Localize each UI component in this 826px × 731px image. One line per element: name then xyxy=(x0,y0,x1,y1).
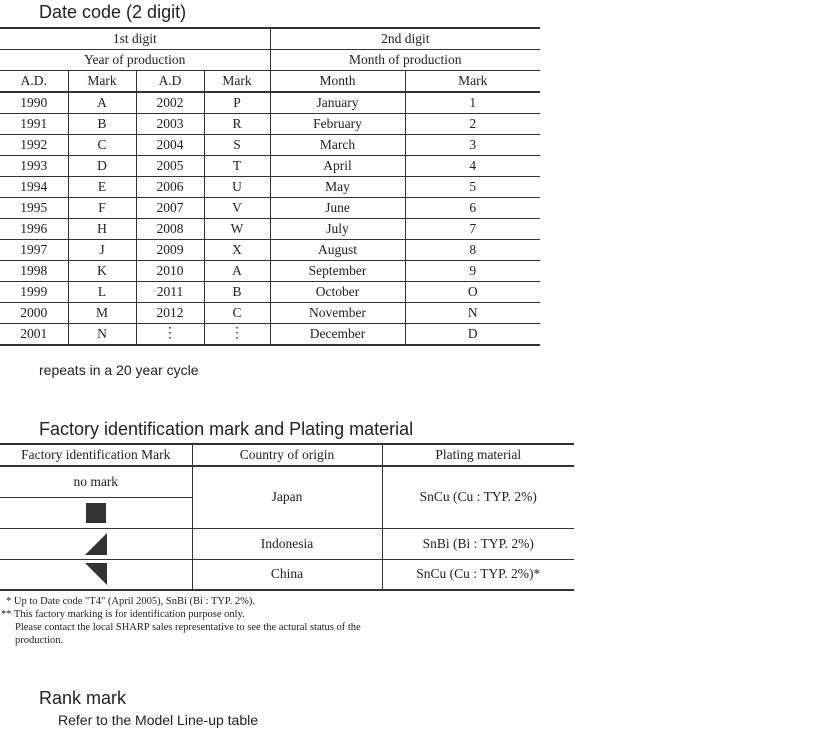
cell-mark2: T xyxy=(204,156,270,177)
second-digit-header: 2nd digit xyxy=(270,28,540,50)
factory-title: Factory identification mark and Plating material xyxy=(39,419,414,439)
cell-month: May xyxy=(270,177,405,198)
col-plating: Plating material xyxy=(382,444,574,466)
cell-ad1: 1997 xyxy=(0,240,68,261)
cell-month: August xyxy=(270,240,405,261)
cell-mark2: ⋮ xyxy=(204,324,270,346)
footnote-3: Please contact the local SHARP sales representative to see the actural status of the xyxy=(15,622,361,633)
plating-indonesia: SnBi (Bi : TYP. 2%) xyxy=(382,528,574,559)
cell-mark2: A xyxy=(204,261,270,282)
cell-ad2: 2008 xyxy=(136,219,204,240)
footnote-2: ** This factory marking is for identification purpose only. xyxy=(1,609,245,620)
cell-mark3: 9 xyxy=(405,261,540,282)
cell-mark1: H xyxy=(68,219,136,240)
rank-mark-title: Rank mark xyxy=(39,688,127,708)
col-factory-mark: Factory identification Mark xyxy=(0,444,192,466)
first-digit-header: 1st digit xyxy=(0,28,270,50)
rank-mark-note: Refer to the Model Line-up table xyxy=(58,712,259,728)
cell-mark2: V xyxy=(204,198,270,219)
col-month: Month xyxy=(270,71,405,93)
cell-ad2: 2010 xyxy=(136,261,204,282)
cell-ad2: ⋮ xyxy=(136,324,204,346)
table-row xyxy=(0,282,540,303)
cell-month: September xyxy=(270,261,405,282)
table-row xyxy=(0,198,540,219)
cell-mark3: 7 xyxy=(405,219,540,240)
square-mark-cell xyxy=(0,497,192,528)
table-row xyxy=(0,92,540,114)
cell-mark1: J xyxy=(68,240,136,261)
cell-mark3: 5 xyxy=(405,177,540,198)
table-row xyxy=(0,303,540,324)
cell-month: June xyxy=(270,198,405,219)
cell-ad2: 2004 xyxy=(136,135,204,156)
cell-mark1: B xyxy=(68,114,136,135)
plating-japan: SnCu (Cu : TYP. 2%) xyxy=(382,466,574,528)
table-row xyxy=(0,135,540,156)
triangle-mark-cell-1 xyxy=(0,528,192,559)
col-country: Country of origin xyxy=(192,444,382,466)
footnote-4: production. xyxy=(15,635,64,646)
cell-ad1: 2000 xyxy=(0,303,68,324)
date-code-table xyxy=(0,27,540,346)
cell-mark1: L xyxy=(68,282,136,303)
cell-mark2: W xyxy=(204,219,270,240)
cell-ad1: 1992 xyxy=(0,135,68,156)
cell-ad1: 1991 xyxy=(0,114,68,135)
table-row xyxy=(0,219,540,240)
factory-table xyxy=(0,443,574,591)
col-ad-2: A.D xyxy=(136,71,204,93)
country-indonesia: Indonesia xyxy=(192,528,382,559)
cell-month: December xyxy=(270,324,405,346)
cell-mark2: R xyxy=(204,114,270,135)
table-row xyxy=(0,240,540,261)
cell-mark1: M xyxy=(68,303,136,324)
triangle-mark-cell-2 xyxy=(0,559,192,590)
plating-china: SnCu (Cu : TYP. 2%)* xyxy=(382,559,574,590)
cell-month: February xyxy=(270,114,405,135)
no-mark-cell: no mark xyxy=(0,466,192,497)
cell-ad1: 1993 xyxy=(0,156,68,177)
cell-ad1: 1998 xyxy=(0,261,68,282)
cell-month: April xyxy=(270,156,405,177)
cell-month: November xyxy=(270,303,405,324)
cell-mark3: 4 xyxy=(405,156,540,177)
cell-ad2: 2011 xyxy=(136,282,204,303)
cell-ad1: 1994 xyxy=(0,177,68,198)
cell-month: October xyxy=(270,282,405,303)
cell-ad1: 1999 xyxy=(0,282,68,303)
cycle-note: repeats in a 20 year cycle xyxy=(39,362,199,378)
cell-month: March xyxy=(270,135,405,156)
square-icon xyxy=(86,503,106,523)
footnote-1: * Up to Date code "T4" (April 2005), SnBi (Bi : TYP. 2%). xyxy=(6,596,255,607)
cell-mark1: N xyxy=(68,324,136,346)
cell-mark1: K xyxy=(68,261,136,282)
table-row xyxy=(0,156,540,177)
cell-mark3: O xyxy=(405,282,540,303)
table-row xyxy=(0,114,540,135)
cell-mark3: 8 xyxy=(405,240,540,261)
cell-ad2: 2005 xyxy=(136,156,204,177)
triangle-up-left-icon xyxy=(85,533,107,555)
cell-month: July xyxy=(270,219,405,240)
col-mark-3: Mark xyxy=(405,71,540,93)
cell-mark3: 1 xyxy=(405,92,540,114)
cell-mark1: D xyxy=(68,156,136,177)
cell-ad1: 2001 xyxy=(0,324,68,346)
cell-ad2: 2012 xyxy=(136,303,204,324)
cell-mark1: A xyxy=(68,92,136,114)
cell-ad1: 1996 xyxy=(0,219,68,240)
date-code-title: Date code (2 digit) xyxy=(39,2,187,22)
cell-mark2: C xyxy=(204,303,270,324)
country-china: China xyxy=(192,559,382,590)
cell-mark2: U xyxy=(204,177,270,198)
month-of-production-header: Month of production xyxy=(270,50,540,71)
col-mark-2: Mark xyxy=(204,71,270,93)
cell-ad2: 2009 xyxy=(136,240,204,261)
table-row xyxy=(0,324,540,346)
cell-mark2: P xyxy=(204,92,270,114)
table-row xyxy=(0,261,540,282)
year-of-production-header: Year of production xyxy=(0,50,270,71)
col-mark-1: Mark xyxy=(68,71,136,93)
cell-ad1: 1990 xyxy=(0,92,68,114)
cell-mark3: 2 xyxy=(405,114,540,135)
cell-mark3: D xyxy=(405,324,540,346)
table-row xyxy=(0,177,540,198)
cell-ad2: 2003 xyxy=(136,114,204,135)
cell-mark1: E xyxy=(68,177,136,198)
cell-mark3: 3 xyxy=(405,135,540,156)
col-ad-1: A.D. xyxy=(0,71,68,93)
cell-mark2: S xyxy=(204,135,270,156)
cell-month: January xyxy=(270,92,405,114)
cell-mark1: F xyxy=(68,198,136,219)
cell-mark3: N xyxy=(405,303,540,324)
cell-ad2: 2007 xyxy=(136,198,204,219)
country-japan: Japan xyxy=(192,466,382,528)
cell-mark3: 6 xyxy=(405,198,540,219)
cell-mark1: C xyxy=(68,135,136,156)
cell-mark2: B xyxy=(204,282,270,303)
triangle-down-right-icon xyxy=(85,563,107,585)
cell-ad2: 2006 xyxy=(136,177,204,198)
cell-mark2: X xyxy=(204,240,270,261)
cell-ad2: 2002 xyxy=(136,92,204,114)
cell-ad1: 1995 xyxy=(0,198,68,219)
